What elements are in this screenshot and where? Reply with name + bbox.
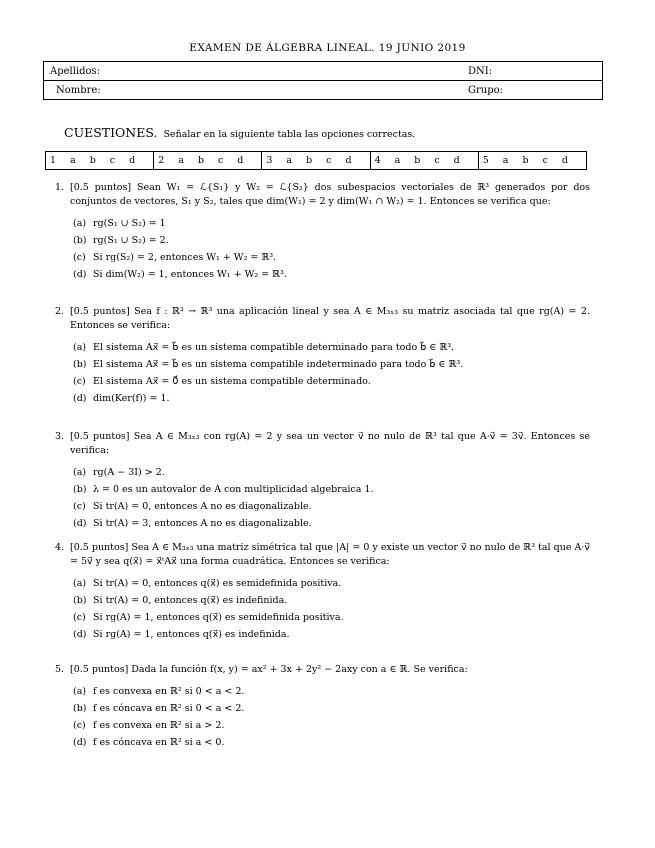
option-text: Si rg(S₂) = 2, entonces W₁ + W₂ = ℝ³. <box>93 251 277 263</box>
answer-opt[interactable]: d <box>237 155 244 166</box>
option-c[interactable] <box>73 717 590 734</box>
option-text: f es convexa en ℝ² si a > 2. <box>93 719 225 731</box>
option-label: (c) <box>73 500 86 512</box>
answer-num: 5 <box>482 155 489 166</box>
option-label: (c) <box>73 375 86 387</box>
option-text: El sistema Ax⃗ = b⃗ es un sistema compatible indeterminado para todo b⃗ ∈ ℝ³. <box>93 358 464 370</box>
option-label: (a) <box>73 341 87 353</box>
answer-opt[interactable]: a <box>286 155 293 166</box>
grupo-field[interactable] <box>462 81 603 100</box>
option-text: dim(Ker(f)) = 1. <box>93 392 170 404</box>
apellidos-label: Apellidos: <box>50 65 101 77</box>
option-a[interactable] <box>73 339 590 356</box>
option-text: Si tr(A) = 0, entonces q(x⃗) es indefinida. <box>93 594 288 606</box>
question-number: 5. <box>55 664 65 675</box>
cuestiones-title: CUESTIONES. <box>64 125 158 140</box>
answer-cell-5[interactable] <box>478 152 586 170</box>
option-d[interactable] <box>73 734 590 751</box>
answer-opt[interactable]: c <box>542 155 548 166</box>
option-label: (b) <box>73 358 87 370</box>
option-a[interactable] <box>73 683 590 700</box>
option-a[interactable] <box>73 215 590 232</box>
option-text: Si rg(A) = 1, entonces q(x⃗) es indefinida. <box>93 628 290 640</box>
option-text: Si tr(A) = 0, entonces q(x⃗) es semidefinida positiva. <box>93 577 342 589</box>
answer-opt[interactable]: c <box>326 155 332 166</box>
option-text: El sistema Ax⃗ = b⃗ es un sistema compatible determinado para todo b⃗ ∈ ℝ³. <box>93 341 455 353</box>
option-text: Si tr(A) = 0, entonces A no es diagonalizable. <box>93 500 312 512</box>
exam-title: EXAMEN DE ÁLGEBRA LINEAL. 19 JUNIO 2019 <box>189 42 466 54</box>
option-text: El sistema Ax⃗ = 0⃗ es un sistema compatible determinado. <box>93 375 371 387</box>
option-label: (c) <box>73 719 86 731</box>
option-label: (a) <box>73 466 87 478</box>
question-stem: [0.5 puntos] Sea A ∈ M₃ₓ₃ con rg(A) = 2 y sea un vector v⃗ no nulo de ℝ³ tal que A·v⃗ = 3v⃗. Entonces se verifica: <box>70 431 590 456</box>
question-number: 2. <box>55 306 65 317</box>
option-b[interactable] <box>73 592 590 609</box>
answer-opt[interactable]: c <box>217 155 224 166</box>
answer-num: 1 <box>50 155 57 166</box>
dni-label: DNI: <box>468 65 493 77</box>
answer-opt[interactable]: d <box>129 155 136 166</box>
option-b[interactable] <box>73 232 590 249</box>
option-label: (b) <box>73 234 87 246</box>
option-b[interactable] <box>73 356 590 373</box>
answer-opt[interactable]: d <box>561 155 568 166</box>
option-c[interactable] <box>73 249 590 266</box>
answer-cell-2[interactable] <box>154 152 262 170</box>
question-4 <box>55 541 590 643</box>
nombre-field[interactable] <box>44 81 463 100</box>
option-label: (c) <box>73 251 86 263</box>
option-label: (d) <box>73 517 87 529</box>
option-b[interactable] <box>73 700 590 717</box>
answer-cell-1[interactable] <box>46 152 154 170</box>
apellidos-field[interactable] <box>44 62 463 81</box>
option-text: Si rg(A) = 1, entonces q(x⃗) es semidefinida positiva. <box>93 611 344 623</box>
question-2 <box>55 305 590 407</box>
option-label: (d) <box>73 392 87 404</box>
option-label: (a) <box>73 577 87 589</box>
answer-opt[interactable]: b <box>306 155 313 166</box>
answer-num: 3 <box>266 155 273 166</box>
answer-opt[interactable]: a <box>394 155 401 166</box>
answer-cell-3[interactable] <box>262 152 370 170</box>
option-c[interactable] <box>73 498 590 515</box>
option-text: rg(S₁ ∪ S₂) = 1 <box>93 217 166 229</box>
question-stem: [0.5 puntos] Sea f : ℝ³ → ℝ³ una aplicación lineal y sea A ∈ M₃ₓ₃ su matriz asociada tal que rg(A) = 2. Entonces se verifica: <box>70 306 590 331</box>
option-text: f es convexa en ℝ² si 0 < a < 2. <box>93 685 245 697</box>
answer-opt[interactable]: d <box>345 155 352 166</box>
question-5 <box>55 663 590 751</box>
answer-opt[interactable]: d <box>453 155 460 166</box>
grupo-label: Grupo: <box>468 84 503 96</box>
question-stem: [0.5 puntos] Sea A ∈ M₃ₓ₃ una matriz simétrica tal que |A| = 0 y existe un vector v⃗ no nulo de ℝ³ tal que A·v⃗ = 5v⃗ y sea q(x⃗) = x⃗ᵗAx⃗ una forma cuadrática. Entonces se verifica: <box>70 542 590 567</box>
option-d[interactable] <box>73 266 590 283</box>
option-d[interactable] <box>73 626 590 643</box>
option-b[interactable] <box>73 481 590 498</box>
option-text: Si tr(A) = 3, entonces A no es diagonalizable. <box>93 517 312 529</box>
option-text: rg(A − 3I) > 2. <box>93 466 165 478</box>
question-stem: [0.5 puntos] Sean W₁ = ℒ{S₁} y W₂ = ℒ{S₂} dos subespacios vectoriales de ℝ³ generados por dos conjuntos de vectores, S₁ y S₂, tales que dim(W₁) = 2 y dim(W₁ ∩ W₂) = 1. Entonces se verifica que: <box>70 182 590 207</box>
option-text: Si dim(W₂) = 1, entonces W₁ + W₂ = ℝ³. <box>93 268 287 280</box>
question-number: 1. <box>55 182 65 193</box>
answer-num: 4 <box>374 155 381 166</box>
option-a[interactable] <box>73 575 590 592</box>
option-label: (b) <box>73 483 87 495</box>
option-label: (d) <box>73 736 87 748</box>
option-a[interactable] <box>73 464 590 481</box>
answer-cell-4[interactable] <box>370 152 478 170</box>
option-label: (b) <box>73 702 87 714</box>
answer-opt[interactable]: b <box>414 155 421 166</box>
answer-opt[interactable]: a <box>178 155 184 166</box>
option-text: f es cóncava en ℝ² si 0 < a < 2. <box>93 702 245 714</box>
option-text: f es cóncava en ℝ² si a < 0. <box>93 736 225 748</box>
answer-opt[interactable]: a <box>70 155 76 166</box>
answer-num: 2 <box>158 155 165 166</box>
question-number: 4. <box>55 542 65 553</box>
option-text: rg(S₁ ∪ S₂) = 2. <box>93 234 169 246</box>
option-label: (c) <box>73 611 86 623</box>
option-label: (d) <box>73 268 87 280</box>
option-text: λ = 0 es un autovalor de A con multiplicidad algebraica 1. <box>93 483 374 495</box>
answer-opt[interactable]: b <box>522 155 529 166</box>
option-label: (a) <box>73 685 87 697</box>
option-label: (a) <box>73 217 87 229</box>
option-c[interactable] <box>73 373 590 390</box>
student-info-table <box>43 61 603 100</box>
option-c[interactable] <box>73 609 590 626</box>
answer-opt[interactable]: b <box>89 155 96 166</box>
question-1 <box>55 181 590 283</box>
question-number: 3. <box>55 431 65 442</box>
answer-table <box>45 151 587 170</box>
cuestiones-instruction: Señalar en la siguiente tabla las opciones correctas. <box>163 129 416 140</box>
cuestiones-heading <box>64 125 415 140</box>
option-label: (d) <box>73 628 87 640</box>
answer-opt[interactable]: b <box>197 155 204 166</box>
option-d[interactable] <box>73 515 590 532</box>
nombre-label: Nombre: <box>56 84 101 96</box>
answer-opt[interactable]: c <box>109 155 116 166</box>
option-label: (b) <box>73 594 87 606</box>
answer-opt[interactable]: c <box>434 155 440 166</box>
option-d[interactable] <box>73 390 590 407</box>
question-3 <box>55 430 590 532</box>
answer-opt[interactable]: a <box>502 155 509 166</box>
question-stem: [0.5 puntos] Dada la función f(x, y) = ax² + 3x + 2y² − 2axy con a ∈ ℝ. Se verifica: <box>70 664 468 675</box>
dni-field[interactable] <box>462 62 603 81</box>
